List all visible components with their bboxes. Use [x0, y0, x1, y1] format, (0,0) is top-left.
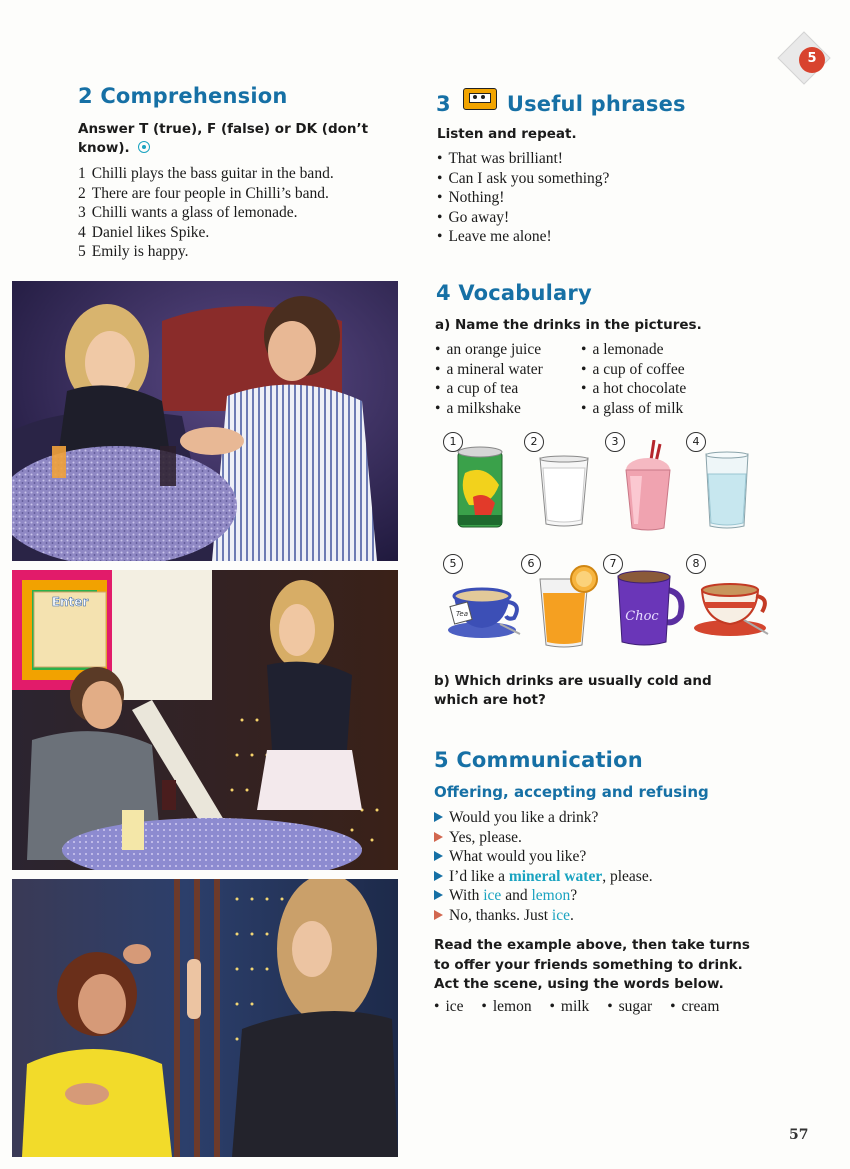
list-item: • Go away! [437, 208, 609, 228]
story-photo-3 [12, 879, 398, 1157]
mineral-water-illustration [702, 450, 752, 530]
list-item: • Can I ask you something? [437, 169, 609, 189]
page-number: 57 [789, 1127, 809, 1143]
speaker-b-marker [434, 832, 443, 842]
dialogue-line: What would you like? [434, 847, 653, 867]
picture-number: 7 [603, 554, 623, 574]
communication-subheading: Offering, accepting and refusing [434, 783, 709, 801]
list-item: 2 There are four people in Chilli’s band. [78, 184, 329, 202]
comprehension-instruction: Answer T (true), F (false) or DK (don’t know). [78, 121, 369, 156]
useful-phrases-list [437, 149, 609, 247]
vocabulary-part-a: a) Name the drinks in the pictures. [435, 317, 702, 333]
dialogue-line: With ice and lemon? [434, 886, 653, 906]
list-item: • a milkshake [435, 399, 543, 419]
mug-label: Choc [625, 609, 659, 624]
picture-number: 3 [605, 432, 625, 452]
sign-enter-text: Enter [51, 595, 89, 609]
vocabulary-col1 [435, 340, 543, 418]
vocabulary-heading: 4 Vocabulary [436, 281, 592, 305]
picture-number: 8 [686, 554, 706, 574]
unit-badge: 5 [776, 30, 832, 86]
cassette-icon [463, 88, 497, 110]
picture-number: 5 [443, 554, 463, 574]
list-item: • That was brilliant! [437, 149, 609, 169]
audio-cd-icon [138, 141, 150, 153]
list-item: • a mineral water [435, 360, 543, 380]
useful-phrases-number: 3 [436, 92, 451, 116]
list-item: • Leave me alone! [437, 227, 609, 247]
list-item: 1 Chilli plays the bass guitar in the band. [78, 165, 334, 182]
glass-of-milk-illustration [536, 454, 592, 528]
teabag-label: Tea [456, 610, 469, 618]
list-item: 4 Daniel likes Spike. [78, 223, 210, 241]
picture-number: 1 [443, 432, 463, 452]
milkshake-illustration [620, 440, 676, 534]
useful-phrases-title: Useful phrases [506, 92, 686, 116]
speaker-b-marker [434, 910, 443, 920]
list-item: • Nothing! [437, 188, 609, 208]
dialogue-line: Yes, please. [434, 828, 653, 848]
vocabulary-col2 [581, 340, 686, 418]
word-item: • cream [670, 998, 719, 1015]
drink-can-illustration [455, 445, 505, 530]
word-item: • lemon [481, 998, 531, 1015]
comprehension-list [78, 164, 334, 262]
picture-number: 6 [521, 554, 541, 574]
story-photo-2 [12, 570, 398, 870]
speaker-a-marker [434, 871, 443, 881]
useful-phrases-heading [436, 88, 686, 118]
list-item: 5 Emily is happy. [78, 243, 189, 260]
communication-heading: 5 Communication [434, 748, 643, 772]
word-item: • ice [434, 998, 464, 1015]
story-photo-1 [12, 281, 398, 561]
dialogue-line: I’d like a mineral water, please. [434, 867, 653, 887]
speaker-a-marker [434, 851, 443, 861]
picture-number: 4 [686, 432, 706, 452]
list-item: • a glass of milk [581, 399, 686, 419]
cup-of-tea-illustration [444, 578, 524, 640]
speaker-a-marker [434, 890, 443, 900]
list-item: 3 Chilli wants a glass of lemonade. [78, 204, 298, 221]
communication-instruction: Read the example above, then take turns to offer your friends something to drink. Act the scene, using the words below. [434, 937, 750, 992]
list-item: • a hot chocolate [581, 379, 686, 399]
orange-juice-illustration [536, 563, 600, 649]
cup-of-coffee-illustration [692, 574, 772, 638]
hot-chocolate-illustration [614, 568, 686, 648]
word-item: • sugar [607, 998, 652, 1015]
list-item: • a cup of tea [435, 379, 543, 399]
dialogue-line: Would you like a drink? [434, 808, 653, 828]
list-item: • a lemonade [581, 340, 686, 360]
dialogue-list [434, 808, 653, 925]
word-list [434, 998, 719, 1016]
useful-phrases-instruction: Listen and repeat. [437, 126, 577, 142]
word-item: • milk [549, 998, 589, 1015]
picture-number: 2 [524, 432, 544, 452]
speaker-a-marker [434, 812, 443, 822]
dialogue-line: No, thanks. Just ice. [434, 906, 653, 926]
list-item: • a cup of coffee [581, 360, 686, 380]
vocabulary-part-b: b) Which drinks are usually cold and which are hot? [434, 673, 712, 708]
list-item: • an orange juice [435, 340, 543, 360]
comprehension-heading: 2 Comprehension [78, 84, 288, 108]
